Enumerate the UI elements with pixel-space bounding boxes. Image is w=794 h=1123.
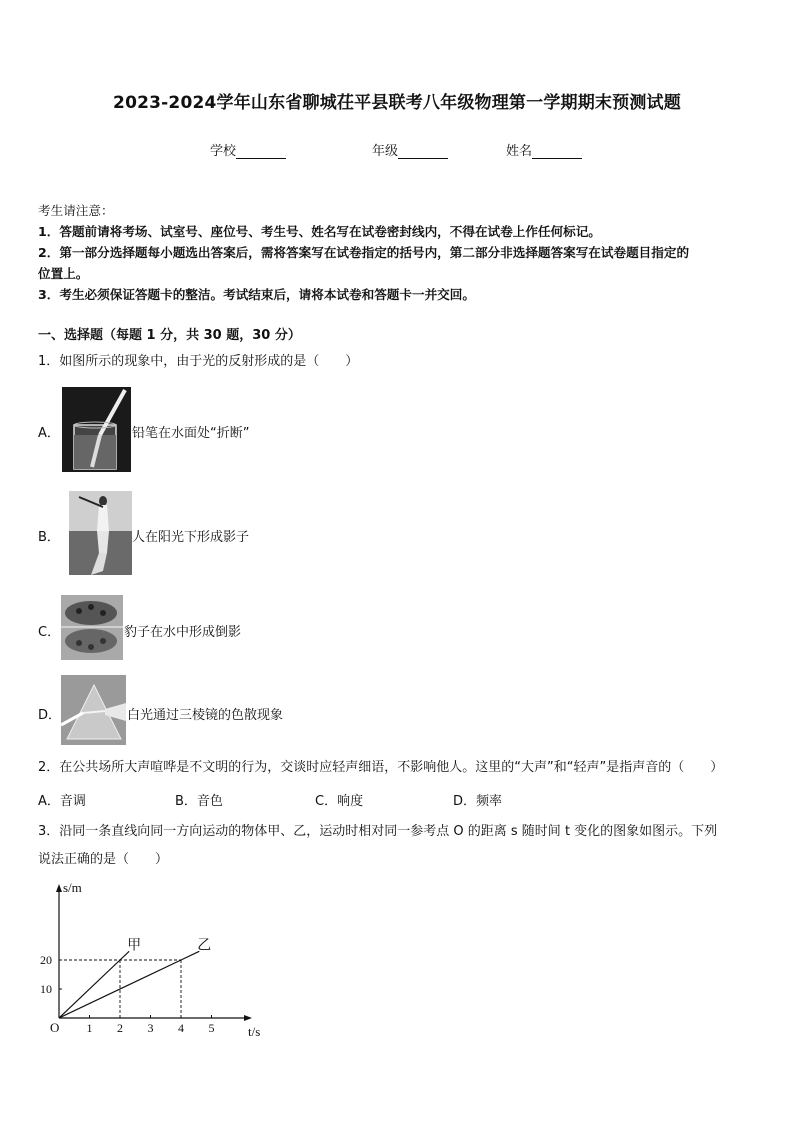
- series-line-2: [59, 951, 199, 1018]
- y-axis-label: s/m: [63, 880, 82, 895]
- q1-option-b-letter: B．: [38, 530, 60, 545]
- name-blank[interactable]: [532, 144, 582, 159]
- q3-stem-line1: 3．沿同一条直线向同一方向运动的物体甲、乙，运动时相对同一参考点 O 的距离 s 随时间 t 变化的图象如图示。下列: [38, 824, 718, 839]
- series-line-1: [59, 951, 129, 1018]
- q2-option-d: D．频率: [453, 794, 503, 809]
- notice-item-1: 1．答题前请将考场、试室号、座位号、考生号、姓名写在试卷密封线内，不得在试卷上作任何标记。: [38, 224, 601, 239]
- page-title: 2023-2024学年山东省聊城茌平县联考八年级物理第一学期期末预测试题: [113, 93, 681, 113]
- q1-option-c-letter: C．: [38, 625, 61, 640]
- notice-item-2: 2．第一部分选择题每小题选出答案后，需将答案写在试卷指定的括号内，第二部分非选择题答案写在试卷题目指定的: [38, 245, 690, 260]
- x-tick-label: 2: [117, 1021, 123, 1035]
- x-tick-label: 5: [208, 1021, 215, 1035]
- y-tick-label: 10: [40, 982, 52, 996]
- s-t-graph: [30, 876, 270, 1046]
- notice-item-2-cont: 位置上。: [38, 266, 89, 281]
- golfer-shadow-icon: [69, 491, 132, 575]
- q1-option-c-text: 豹子在水中形成倒影: [124, 625, 242, 640]
- x-tick-label: 3: [147, 1021, 154, 1035]
- prism-dispersion-icon: [61, 675, 126, 745]
- grade-blank[interactable]: [398, 144, 448, 159]
- school-label: 学校: [210, 144, 237, 159]
- origin-label: O: [50, 1020, 60, 1035]
- section-heading: 一、选择题（每题 1 分，共 30 题，30 分）: [38, 328, 301, 343]
- y-tick-label: 20: [40, 953, 52, 967]
- name-field[interactable]: [506, 140, 582, 159]
- name-label: 姓名: [506, 144, 533, 159]
- notice-item-3: 3．考生必须保证答题卡的整洁。考试结束后，请将本试卷和答题卡一并交回。: [38, 287, 475, 302]
- q1-stem: 1．如图所示的现象中，由于光的反射形成的是（ ）: [38, 354, 359, 369]
- q1-option-d-letter: D．: [38, 708, 62, 723]
- q2-stem: 2．在公共场所大声喧哗是不文明的行为，交谈时应轻声细语，不影响他人。这里的“大声”和“轻声”是指声音的（ ）: [38, 760, 724, 775]
- x-tick-label: 1: [86, 1021, 93, 1035]
- q3-stem-line2: 说法正确的是（ ）: [38, 852, 169, 867]
- series-label-1: 甲: [127, 938, 142, 954]
- q2-option-c: C．响度: [315, 794, 364, 809]
- q1-option-a-letter: A．: [38, 426, 60, 441]
- school-blank[interactable]: [236, 144, 286, 159]
- notice-heading: 考生请注意：: [38, 203, 114, 218]
- x-axis-arrow: [244, 1015, 252, 1021]
- q1-option-d-text: 白光通过三棱镜的色散现象: [127, 708, 284, 723]
- q2-option-b: B．音色: [175, 794, 223, 809]
- q1-option-a-text: 铅笔在水面处“折断”: [132, 426, 250, 441]
- grade-label: 年级: [372, 144, 399, 159]
- q2-option-a: A．音调: [38, 794, 86, 809]
- q1-option-b-text: 人在阳光下形成影子: [132, 530, 250, 545]
- x-axis-label: t/s: [248, 1024, 261, 1039]
- grade-field[interactable]: [372, 140, 448, 159]
- leopard-reflection-icon: [61, 595, 123, 660]
- y-axis-arrow: [56, 884, 62, 892]
- series-label-2: 乙: [197, 938, 212, 954]
- school-field[interactable]: [210, 140, 286, 159]
- exam-notice: [38, 200, 760, 305]
- pencil-in-water-icon: [62, 387, 131, 472]
- x-tick-label: 4: [178, 1021, 184, 1035]
